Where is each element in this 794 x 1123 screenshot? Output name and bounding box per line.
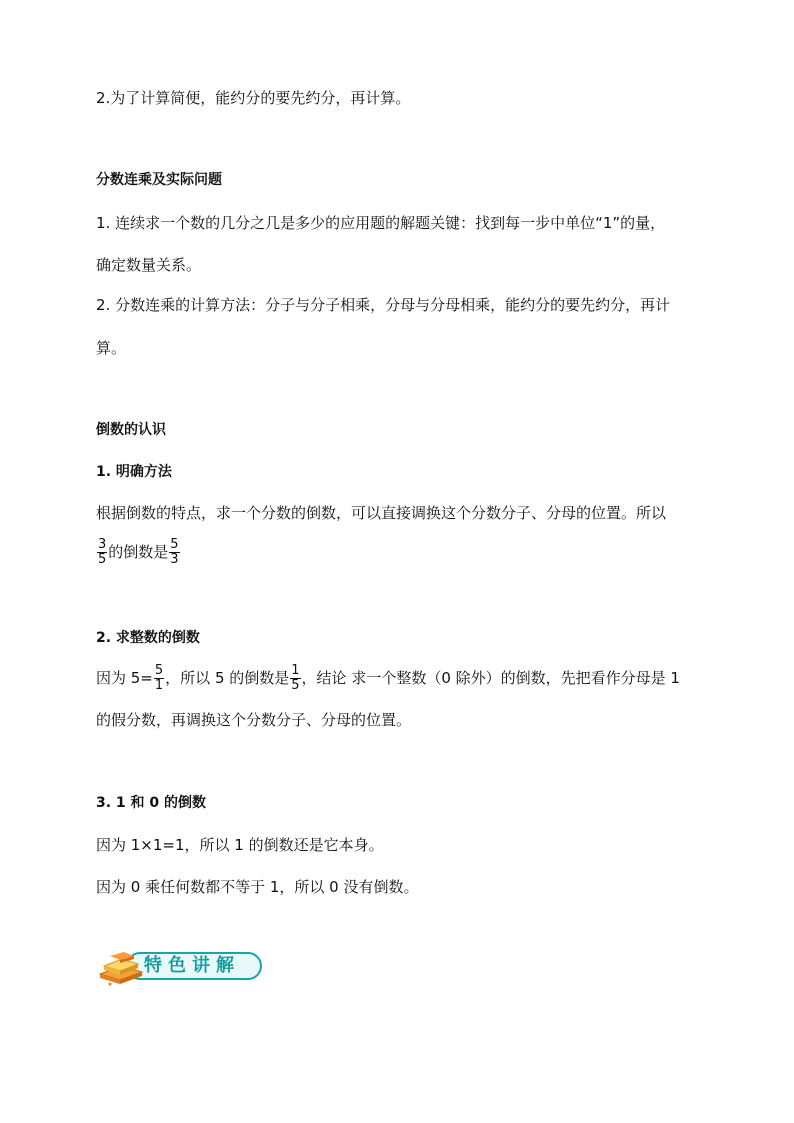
fraction bbox=[290, 664, 300, 693]
text: ，所以 5 的倒数是 bbox=[165, 669, 290, 687]
paragraph-line: 的假分数，再调换这个分数分子、分母的位置。 bbox=[96, 711, 412, 729]
section-heading: 倒数的认识 bbox=[96, 422, 166, 438]
numerator: 1 bbox=[291, 663, 300, 678]
denominator: 1 bbox=[154, 678, 164, 693]
paragraph-line: 确定数量关系。 bbox=[96, 256, 202, 274]
denominator: 3 bbox=[170, 552, 179, 567]
subheading: 2. 求整数的倒数 bbox=[96, 630, 200, 646]
numerator: 5 bbox=[154, 663, 164, 678]
paragraph-line: 根据倒数的特点，求一个分数的倒数，可以直接调换这个分数分子、分母的位置。所以 bbox=[96, 504, 667, 522]
numerator: 3 bbox=[98, 537, 107, 552]
denominator: 5 bbox=[98, 552, 107, 567]
text: ，结论 求一个整数（0 除外）的倒数，先把看作分母是 1 bbox=[301, 669, 680, 687]
paragraph-line: 因为 0 乘任何数都不等于 1，所以 0 没有倒数。 bbox=[96, 878, 419, 896]
paragraph-line: 1. 连续求一个数的几分之几是多少的应用题的解题关键：找到每一步中单位“1”的量， bbox=[96, 214, 666, 232]
text: 的倒数是 bbox=[108, 543, 169, 561]
text: 因为 5= bbox=[96, 669, 153, 687]
badge-label: 特色讲解 bbox=[144, 955, 240, 976]
book-stack-icon bbox=[96, 944, 146, 990]
denominator: 5 bbox=[291, 678, 300, 693]
paragraph-line: 因为 1×1=1，所以 1 的倒数还是它本身。 bbox=[96, 836, 384, 854]
fraction bbox=[169, 538, 179, 567]
fraction-line bbox=[96, 660, 680, 696]
subheading: 1. 明确方法 bbox=[96, 464, 172, 480]
rule-text: 2.为了计算简便，能约分的要先约分，再计算。 bbox=[96, 89, 411, 107]
feature-badge bbox=[96, 944, 268, 990]
fraction bbox=[97, 538, 107, 567]
fraction-line bbox=[96, 534, 181, 570]
section-heading: 分数连乘及实际问题 bbox=[96, 172, 222, 188]
numerator: 5 bbox=[170, 537, 179, 552]
paragraph-line: 2. 分数连乘的计算方法：分子与分子相乘，分母与分母相乘，能约分的要先约分，再计 bbox=[96, 296, 671, 314]
fraction bbox=[154, 664, 164, 693]
subheading: 3. 1 和 0 的倒数 bbox=[96, 795, 207, 811]
paragraph-line: 算。 bbox=[96, 339, 127, 357]
